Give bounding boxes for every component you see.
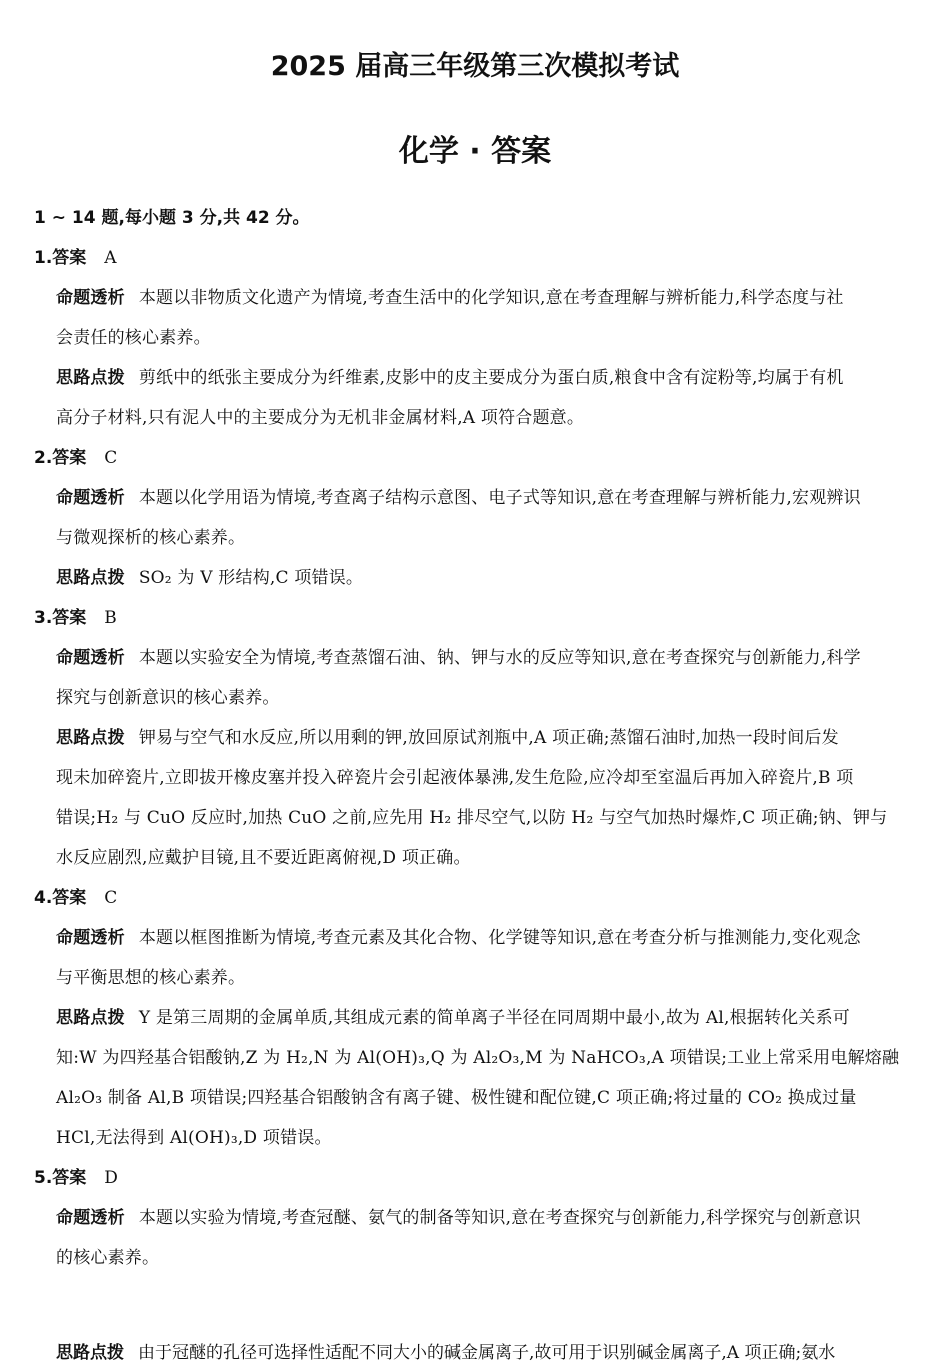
analysis-line: [56, 518, 918, 558]
analysis-text: 本题以框图推断为情境,考查元素及其化合物、化学键等知识,意在考查分析与推测能力,变化观念: [138, 928, 861, 948]
hint-label: 思路点拨: [56, 368, 125, 388]
hint-text: SO₂ 为 V 形结构,C 项错误。: [138, 568, 364, 588]
answer-value: A: [104, 248, 117, 268]
analysis-line: [56, 638, 918, 678]
hint-line: [56, 1333, 918, 1365]
hint-label: 思路点拨: [56, 1343, 124, 1363]
hint-line: [56, 358, 918, 398]
exam-title: 2025 届高三年级第三次模拟考试: [270, 51, 680, 82]
analysis-paragraph: [34, 278, 918, 358]
hint-label: 思路点拨: [56, 728, 125, 748]
answer-content: [34, 198, 918, 1278]
question-number: 3.: [34, 608, 53, 628]
question-block: [34, 1158, 918, 1278]
answer-label: 答案: [52, 248, 87, 268]
hint-line: [56, 398, 918, 438]
analysis-line: [56, 1238, 918, 1278]
hint-label: 思路点拨: [56, 1008, 125, 1028]
hint-text: 高分子材料,只有泥人中的主要成分为无机非金属材料,A 项符合题意。: [56, 408, 585, 428]
question-header: [34, 438, 918, 478]
hint-paragraph: [34, 558, 918, 598]
question-number: 4.: [34, 888, 53, 908]
hint-line: [56, 798, 918, 838]
analysis-line: [56, 478, 918, 518]
hint-text: 钾易与空气和水反应,所以用剩的钾,放回原试剂瓶中,A 项正确;蒸馏石油时,加热一段时间后发: [138, 728, 839, 748]
answer-label: 答案: [52, 888, 87, 908]
analysis-line: [56, 678, 918, 718]
hint-text: 剪纸中的纸张主要成分为纤维素,皮影中的皮主要成分为蛋白质,粮食中含有淀粉等,均属于有机: [138, 368, 844, 388]
question-list: [34, 238, 918, 1278]
hint-paragraph-cut: [34, 1333, 918, 1365]
analysis-text: 探究与创新意识的核心素养。: [56, 688, 280, 708]
analysis-text: 的核心素养。: [56, 1248, 160, 1268]
hint-line: [56, 718, 918, 758]
hint-text: 由于冠醚的孔径可选择性适配不同大小的碱金属离子,故可用于识别碱金属离子,A 项正确;氨水: [138, 1343, 836, 1363]
scoring-intro: 1 ~ 14 题,每小题 3 分,共 42 分。: [34, 208, 310, 228]
hint-line: [56, 998, 918, 1038]
question-block: [34, 238, 918, 438]
answer-label: 答案: [52, 1168, 87, 1188]
analysis-text: 本题以化学用语为情境,考查离子结构示意图、电子式等知识,意在考查理解与辨析能力,宏观辨识: [138, 488, 861, 508]
answer-label: 答案: [52, 608, 87, 628]
analysis-text: 会责任的核心素养。: [56, 328, 211, 348]
analysis-line: [56, 1198, 918, 1238]
analysis-text: 本题以实验为情境,考查冠醚、氨气的制备等知识,意在考查探究与创新能力,科学探究与创新意识: [138, 1208, 861, 1228]
analysis-paragraph: [34, 638, 918, 718]
question-block: [34, 438, 918, 598]
answer-value: C: [104, 888, 118, 908]
hint-text: 知:W 为四羟基合铝酸钠,Z 为 H₂,N 为 Al(OH)₃,Q 为 Al₂O₃,M 为 NaHCO₃,A 项错误;工业上常采用电解熔融: [56, 1048, 900, 1068]
analysis-label: 命题透析: [56, 1208, 125, 1228]
analysis-line: [56, 958, 918, 998]
analysis-paragraph: [34, 1198, 918, 1278]
analysis-line: [56, 318, 918, 358]
analysis-line: [56, 918, 918, 958]
hint-label: 思路点拨: [56, 568, 125, 588]
question-number: 5.: [34, 1168, 53, 1188]
question-header: [34, 1158, 918, 1198]
hint-paragraph: [34, 718, 918, 878]
question-header: [34, 238, 918, 278]
analysis-paragraph: [34, 918, 918, 998]
analysis-text: 本题以实验安全为情境,考查蒸馏石油、钠、钾与水的反应等知识,意在考查探究与创新能力,科学: [138, 648, 861, 668]
analysis-line: [56, 278, 918, 318]
hint-line: [56, 758, 918, 798]
hint-text: Y 是第三周期的金属单质,其组成元素的简单离子半径在同周期中最小,故为 Al,根据转化关系可: [138, 1008, 850, 1028]
analysis-label: 命题透析: [56, 288, 125, 308]
hint-text: 错误;H₂ 与 CuO 反应时,加热 CuO 之前,应先用 H₂ 排尽空气,以防 H₂ 与空气加热时爆炸,C 项正确;钠、钾与: [56, 808, 888, 828]
question-header: [34, 598, 918, 638]
analysis-label: 命题透析: [56, 648, 125, 668]
question-block: [34, 878, 918, 1158]
exam-subtitle: 化学 · 答案: [398, 134, 552, 169]
hint-text: Al₂O₃ 制备 Al,B 项错误;四羟基合铝酸钠含有离子键、极性键和配位键,C 项正确;将过量的 CO₂ 换成过量: [56, 1088, 857, 1108]
question-header: [34, 878, 918, 918]
hint-line: [56, 558, 918, 598]
hint-text: 现未加碎瓷片,立即拔开橡皮塞并投入碎瓷片会引起液体暴沸,发生危险,应冷却至室温后再加入碎瓷片,B 项: [56, 768, 854, 788]
question-number: 1.: [34, 248, 53, 268]
question-number: 2.: [34, 448, 53, 468]
hint-line: [56, 838, 918, 878]
answer-value: C: [104, 448, 118, 468]
analysis-label: 命题透析: [56, 928, 125, 948]
hint-text: HCl,无法得到 Al(OH)₃,D 项错误。: [56, 1128, 332, 1148]
analysis-text: 与微观探析的核心素养。: [56, 528, 246, 548]
hint-text: 水反应剧烈,应戴护目镜,且不要近距离俯视,D 项正确。: [56, 848, 471, 868]
hint-line: [56, 1118, 918, 1158]
answer-value: B: [104, 608, 117, 628]
answer-label: 答案: [52, 448, 87, 468]
hint-paragraph: [34, 998, 918, 1158]
hint-paragraph: [34, 358, 918, 438]
hint-line: [56, 1038, 918, 1078]
analysis-paragraph: [34, 478, 918, 558]
analysis-text: 本题以非物质文化遗产为情境,考查生活中的化学知识,意在考查理解与辨析能力,科学态度与社: [138, 288, 844, 308]
analysis-label: 命题透析: [56, 488, 125, 508]
hint-line: [56, 1078, 918, 1118]
question-block: [34, 598, 918, 878]
answer-value: D: [104, 1168, 118, 1188]
analysis-text: 与平衡思想的核心素养。: [56, 968, 246, 988]
